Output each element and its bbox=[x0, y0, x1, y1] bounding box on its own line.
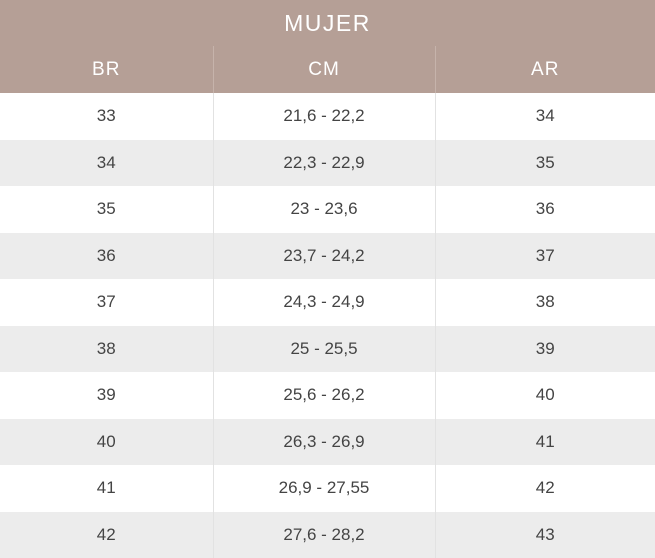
table-row bbox=[0, 512, 655, 558]
cell-cm: 22,3 - 22,9 bbox=[213, 140, 435, 187]
table-row bbox=[0, 93, 655, 140]
table-row bbox=[0, 419, 655, 466]
cell-br: 39 bbox=[0, 372, 213, 419]
cell-br: 33 bbox=[0, 93, 213, 140]
cell-br: 41 bbox=[0, 465, 213, 512]
column-header-ar: AR bbox=[435, 46, 655, 93]
column-header-cm: CM bbox=[213, 46, 435, 93]
table-row bbox=[0, 233, 655, 280]
cell-cm: 23,7 - 24,2 bbox=[213, 233, 435, 280]
cell-br: 34 bbox=[0, 140, 213, 187]
table-row bbox=[0, 372, 655, 419]
table-title: MUJER bbox=[0, 0, 655, 46]
cell-br: 36 bbox=[0, 233, 213, 280]
cell-br: 37 bbox=[0, 279, 213, 326]
cell-ar: 38 bbox=[435, 279, 655, 326]
cell-cm: 27,6 - 28,2 bbox=[213, 512, 435, 558]
cell-br: 40 bbox=[0, 419, 213, 466]
table-row bbox=[0, 279, 655, 326]
cell-ar: 41 bbox=[435, 419, 655, 466]
table-row bbox=[0, 326, 655, 373]
cell-br: 38 bbox=[0, 326, 213, 373]
cell-ar: 34 bbox=[435, 93, 655, 140]
table-title-row bbox=[0, 0, 655, 46]
table-header-row bbox=[0, 46, 655, 93]
cell-cm: 25,6 - 26,2 bbox=[213, 372, 435, 419]
cell-br: 35 bbox=[0, 186, 213, 233]
cell-br: 42 bbox=[0, 512, 213, 558]
cell-ar: 42 bbox=[435, 465, 655, 512]
cell-ar: 40 bbox=[435, 372, 655, 419]
cell-cm: 26,9 - 27,55 bbox=[213, 465, 435, 512]
cell-cm: 23 - 23,6 bbox=[213, 186, 435, 233]
table-row bbox=[0, 465, 655, 512]
cell-ar: 43 bbox=[435, 512, 655, 558]
cell-cm: 24,3 - 24,9 bbox=[213, 279, 435, 326]
cell-cm: 25 - 25,5 bbox=[213, 326, 435, 373]
column-header-br: BR bbox=[0, 46, 213, 93]
cell-cm: 21,6 - 22,2 bbox=[213, 93, 435, 140]
cell-ar: 36 bbox=[435, 186, 655, 233]
table-row bbox=[0, 140, 655, 187]
cell-ar: 39 bbox=[435, 326, 655, 373]
table-row bbox=[0, 186, 655, 233]
cell-ar: 35 bbox=[435, 140, 655, 187]
cell-ar: 37 bbox=[435, 233, 655, 280]
cell-cm: 26,3 - 26,9 bbox=[213, 419, 435, 466]
